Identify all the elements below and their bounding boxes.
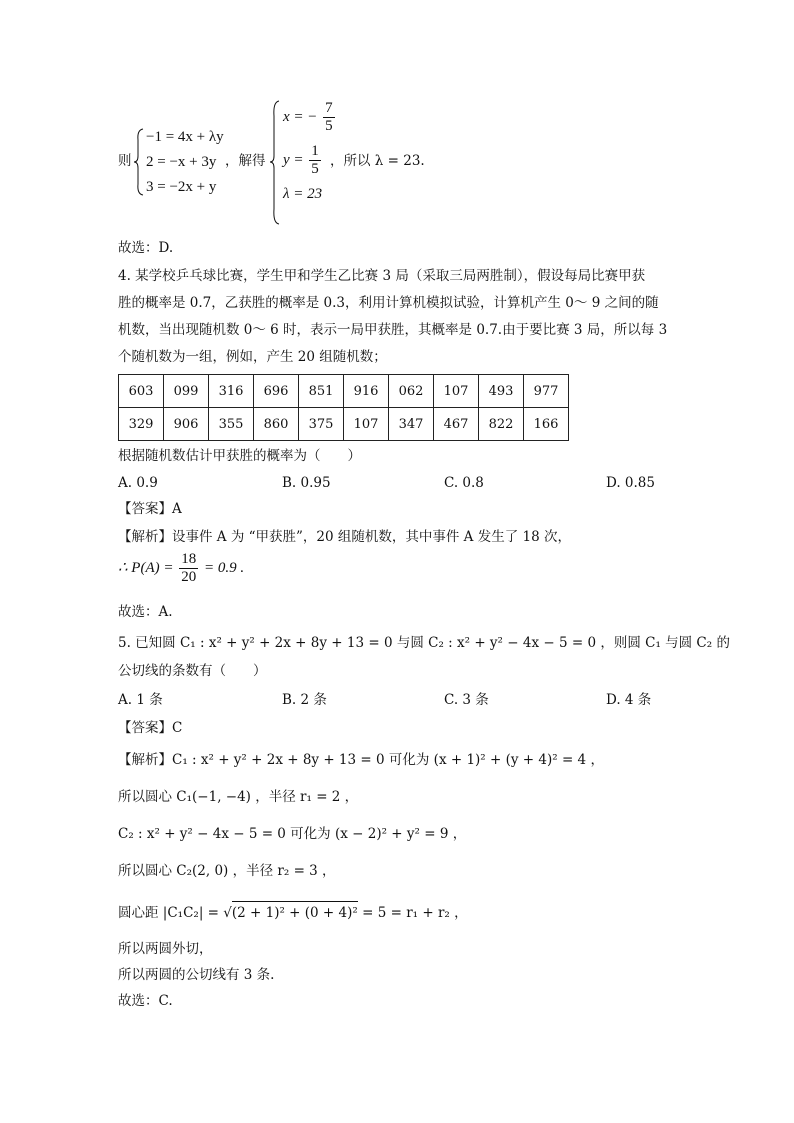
- table-cell: 696: [254, 375, 299, 408]
- q4-answer: 【答案】A: [118, 501, 182, 517]
- q5-stem-line2: 公切线的条数有（ ）: [118, 663, 267, 679]
- table-cell: 347: [389, 408, 434, 441]
- solution-y: y = $\frac{1}{5}$: [283, 143, 319, 177]
- q3-choice: 故选：D.: [118, 240, 174, 256]
- q5-distance: 圆心距 |C₁C₂| = √(2 + 1)² + (0 + 4)² = 5 = r₁ + r₂ ，: [118, 901, 468, 923]
- table-row: [119, 375, 569, 408]
- q5-option-a: A. 1 条: [118, 692, 163, 708]
- sqrt-expression: (2 + 1)² + (0 + 4)²: [232, 901, 358, 923]
- table-row: [119, 408, 569, 441]
- q5-tail-line1: 所以两圆外切，: [118, 941, 213, 957]
- random-number-table: [118, 374, 569, 441]
- table-cell: 851: [299, 375, 344, 408]
- q4-stem-line4: 个随机数为一组，例如，产生 20 组随机数；: [118, 349, 387, 365]
- q5-option-b: B. 2 条: [282, 692, 327, 708]
- q5-tail-line2: 所以两圆的公切线有 3 条.: [118, 967, 275, 983]
- table-cell: 977: [524, 375, 569, 408]
- table-cell: 906: [164, 408, 209, 441]
- system1-eq1: −1 = 4x + λy: [146, 129, 224, 145]
- q4-question: 根据随机数估计甲获胜的概率为（ ）: [118, 448, 361, 464]
- table-cell: 860: [254, 408, 299, 441]
- table-cell: 467: [434, 408, 479, 441]
- table-cell: 329: [119, 408, 164, 441]
- table-cell: 493: [479, 375, 524, 408]
- q4-choice: 故选：A.: [118, 604, 173, 620]
- q4-stem-line2: 胜的概率是 0.7，乙获胜的概率是 0.3，利用计算机模拟试验，计算机产生 0～ 9 之间的随: [118, 295, 659, 311]
- q4-probability: ∴ P(A) = $\frac{18}{20}$ = 0.9 .: [118, 551, 245, 585]
- q5-option-d: D. 4 条: [606, 692, 652, 708]
- table-cell: 107: [344, 408, 389, 441]
- table-cell: 355: [209, 408, 254, 441]
- q4-option-c: C. 0.8: [444, 475, 484, 491]
- table-cell: 603: [119, 375, 164, 408]
- q5-choice: 故选：C.: [118, 993, 173, 1009]
- q5-analysis-line4: 所以圆心 C₂(2, 0) ，半径 r₂ = 3 ，: [118, 863, 336, 879]
- q4-option-a: A. 0.9: [118, 475, 158, 491]
- q5-stem-line1: 5. 已知圆 C₁ : x² + y² + 2x + 8y + 13 = 0 与圆 C₂ : x² + y² − 4x − 5 = 0 ，则圆 C₁ 与圆 C₂ 的: [118, 635, 730, 651]
- solution-x: x = − $\frac{7}{5}$: [283, 100, 333, 134]
- q3-conclusion: ，所以 λ = 23.: [330, 153, 425, 169]
- q5-option-c: C. 3 条: [444, 692, 489, 708]
- q3-jiede: ，解得: [225, 153, 266, 169]
- q4-option-b: B. 0.95: [282, 475, 331, 491]
- solution-lambda: λ = 23: [283, 186, 323, 202]
- q5-analysis-line2: 所以圆心 C₁(−1, −4) ，半径 r₁ = 2 ，: [118, 789, 359, 805]
- q4-stem-line3: 机数，当出现随机数 0～ 6 时，表示一局甲获胜，其概率是 0.7.由于要比赛 3 局，所以每 3: [118, 322, 668, 338]
- table-cell: 822: [479, 408, 524, 441]
- table-cell: 375: [299, 408, 344, 441]
- q5-answer: 【答案】C: [118, 720, 183, 736]
- table-cell: 107: [434, 375, 479, 408]
- system1-eq3: 3 = −2x + y: [146, 179, 217, 195]
- table-cell: 062: [389, 375, 434, 408]
- q5-analysis-line1: 【解析】C₁ : x² + y² + 2x + 8y + 13 = 0 可化为 (x + 1)² + (y + 4)² = 4 ，: [118, 752, 604, 768]
- table-cell: 099: [164, 375, 209, 408]
- left-brace-1: [134, 128, 144, 196]
- q4-option-d: D. 0.85: [606, 475, 655, 491]
- table-cell: 916: [344, 375, 389, 408]
- q5-analysis-line3: C₂ : x² + y² − 4x − 5 = 0 可化为 (x − 2)² + y² = 9 ，: [118, 826, 467, 842]
- q4-analysis: 【解析】设事件 A 为 “甲获胜”，20 组随机数，其中事件 A 发生了 18 次，: [118, 529, 571, 545]
- left-brace-2: [270, 100, 280, 225]
- table-cell: 166: [524, 408, 569, 441]
- table-cell: 316: [209, 375, 254, 408]
- q4-stem-line1: 4. 某学校乒乓球比赛，学生甲和学生乙比赛 3 局（采取三局两胜制），假设每局比赛甲获: [118, 268, 646, 284]
- system1-eq2: 2 = −x + 3y: [146, 154, 217, 170]
- q3-ze: 则: [118, 153, 132, 169]
